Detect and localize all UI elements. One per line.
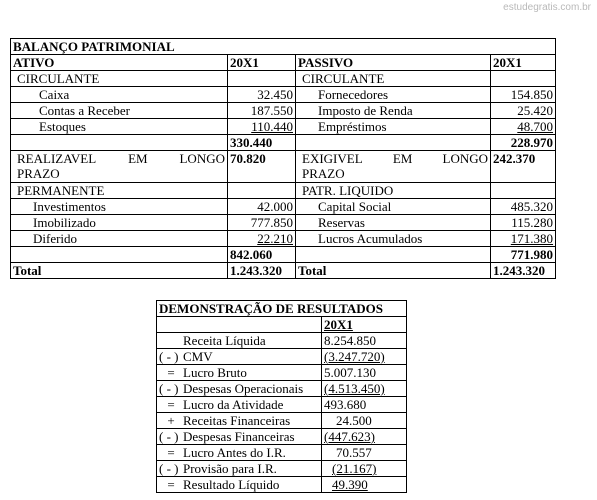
row-value: 110.440 (251, 119, 293, 134)
table-row: ( - ) Despesas Financeiras (447.623) (157, 429, 407, 445)
row-value: 187.550 (228, 103, 296, 119)
row-value: 32.450 (228, 87, 296, 103)
row-label: Diferido (11, 231, 228, 247)
row-label: Lucro Antes do I.R. (183, 445, 286, 460)
table-row: = Resultado Líquido 49.390 (157, 477, 407, 493)
liabilities-total-label: Total (296, 263, 491, 279)
balance-title: BALANÇO PATRIMONIAL (11, 39, 556, 55)
row-label: Contas a Receber (11, 103, 228, 119)
long-term-assets-label: REALIZAVEL EM LONGO PRAZO (11, 151, 228, 183)
table-row: ( - ) CMV (3.247.720) (157, 349, 407, 365)
row-label: Imobilizado (11, 215, 228, 231)
row-value: 171.380 (510, 231, 554, 246)
assets-current-label: CIRCULANTE (11, 71, 228, 87)
assets-header: ATIVO (11, 55, 228, 71)
table-row (11, 215, 556, 231)
row-value: (21.167) (332, 461, 377, 476)
row-label: Caixa (11, 87, 228, 103)
assets-year: 20X1 (228, 55, 296, 71)
row-label: Despesas Operacionais (183, 381, 304, 396)
income-statement-table (156, 300, 407, 493)
row-label: Reservas (296, 215, 491, 231)
table-row: = Lucro Bruto 5.007.130 (157, 365, 407, 381)
table-row: + Receitas Financeiras 24.500 (157, 413, 407, 429)
row-label: CMV (183, 349, 213, 364)
row-value: 48.700 (517, 119, 554, 134)
table-row (11, 103, 556, 119)
row-value: 42.000 (228, 199, 296, 215)
row-label: Lucro da Atividade (183, 397, 284, 412)
table-row: = Lucro da Atividade 493.680 (157, 397, 407, 413)
long-term-liabilities-value: 242.370 (491, 151, 556, 183)
liabilities-current-label: CIRCULANTE (296, 71, 491, 87)
watermark: estudegratis.com.br (503, 2, 591, 13)
row-label: Despesas Financeiras (183, 429, 295, 444)
row-label: Fornecedores (296, 87, 491, 103)
row-value: 70.557 (322, 445, 407, 461)
liabilities-year: 20X1 (491, 55, 556, 71)
liabilities-current-total: 228.970 (491, 135, 556, 151)
liabilities-total-value: 1.243.320 (491, 263, 556, 279)
table-row: = Lucro Antes do I.R. 70.557 (157, 445, 407, 461)
row-value: 5.007.130 (322, 365, 407, 381)
row-value: 25.420 (491, 103, 556, 119)
income-statement-title: DEMONSTRAÇÃO DE RESULTADOS (157, 301, 407, 317)
row-value: 493.680 (322, 397, 407, 413)
table-row: ( - ) Provisão para I.R. (21.167) (157, 461, 407, 477)
table-row (11, 231, 556, 247)
row-value: (3.247.720) (324, 349, 385, 364)
assets-current-total: 330.440 (228, 135, 296, 151)
long-term-assets-value: 70.820 (228, 151, 296, 183)
permanent-label: PERMANENTE (11, 183, 228, 199)
equity-label: PATR. LIQUIDO (296, 183, 491, 199)
assets-total-label: Total (11, 263, 228, 279)
row-label: Receita Líquida (183, 333, 266, 348)
row-label: Estoques (11, 119, 228, 135)
row-value: (4.513.450) (324, 381, 385, 396)
balance-sheet-table (10, 38, 556, 279)
row-label: Empréstimos (296, 119, 491, 135)
equity-total: 771.980 (491, 247, 556, 263)
row-label: Lucros Acumulados (296, 231, 491, 247)
row-value: 49.390 (332, 477, 368, 492)
row-label: Receitas Financeiras (183, 413, 291, 428)
row-label: Investimentos (11, 199, 228, 215)
row-value: 115.280 (491, 215, 556, 231)
row-label: Imposto de Renda (296, 103, 491, 119)
liabilities-header: PASSIVO (296, 55, 491, 71)
row-value: 8.254.850 (322, 333, 407, 349)
row-value: 154.850 (491, 87, 556, 103)
table-row (11, 199, 556, 215)
row-label: Lucro Bruto (183, 365, 247, 380)
long-term-liabilities-label: EXIGIVEL EM LONGO PRAZO (296, 151, 491, 183)
table-row (157, 333, 407, 349)
row-value: 22.210 (257, 231, 293, 246)
row-label: Capital Social (296, 199, 491, 215)
row-value: (447.623) (324, 429, 375, 444)
row-value: 24.500 (322, 413, 407, 429)
row-value: 485.320 (491, 199, 556, 215)
table-row: ( - ) Despesas Operacionais (4.513.450) (157, 381, 407, 397)
permanent-total: 842.060 (228, 247, 296, 263)
income-statement-year: 20X1 (324, 317, 353, 332)
row-label: Provisão para I.R. (183, 461, 277, 476)
table-row (11, 119, 556, 135)
table-row (11, 87, 556, 103)
row-label: Resultado Líquido (183, 477, 280, 492)
row-value: 777.850 (228, 215, 296, 231)
assets-total-value: 1.243.320 (228, 263, 296, 279)
